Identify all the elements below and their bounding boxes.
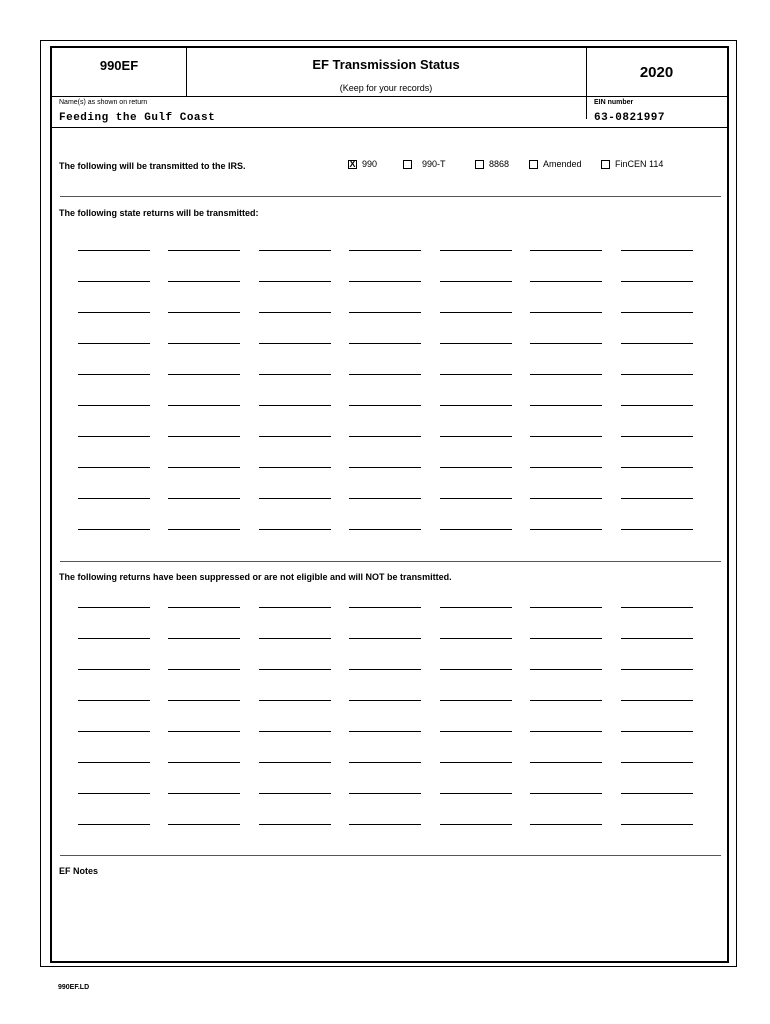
blank-entry-line [530, 607, 602, 608]
form-box [50, 46, 729, 963]
blank-entry-line [259, 498, 331, 499]
blank-entry-line [530, 312, 602, 313]
transmission-label: The following will be transmitted to the IRS. [59, 161, 246, 171]
blank-entry-line [440, 374, 512, 375]
blank-entry-line [621, 638, 693, 639]
blank-entry-line [621, 436, 693, 437]
blank-entry-line [349, 343, 421, 344]
blank-entry-line [621, 281, 693, 282]
blank-entry-line [440, 312, 512, 313]
checkbox-label: FinCEN 114 [615, 159, 664, 169]
blank-entry-line [349, 731, 421, 732]
section-divider [60, 196, 721, 197]
checkbox-990-t[interactable] [403, 159, 446, 169]
blank-entry-line [621, 731, 693, 732]
blank-entry-line [530, 638, 602, 639]
name-row-rule [52, 127, 586, 128]
blank-entry-line [78, 312, 150, 313]
blank-entry-line [530, 731, 602, 732]
blank-entry-line [168, 731, 240, 732]
blank-entry-line [259, 669, 331, 670]
blank-entry-line [349, 762, 421, 763]
blank-entry-line [530, 467, 602, 468]
checkbox-8868[interactable] [475, 159, 509, 169]
blank-entry-line [621, 405, 693, 406]
blank-entry-line [168, 498, 240, 499]
checkbox-label: 990-T [422, 159, 446, 169]
blank-entry-line [259, 343, 331, 344]
blank-entry-line [168, 700, 240, 701]
blank-entry-line [168, 343, 240, 344]
section-divider [60, 855, 721, 856]
checkbox-box[interactable] [529, 160, 538, 169]
blank-entry-line [440, 281, 512, 282]
checkbox-amended[interactable] [529, 159, 582, 169]
tax-year: 2020 [639, 64, 674, 81]
blank-entry-line [168, 793, 240, 794]
blank-entry-line [78, 498, 150, 499]
blank-entry-line [259, 436, 331, 437]
blank-entry-line [168, 824, 240, 825]
blank-entry-line [530, 436, 602, 437]
blank-entry-line [621, 498, 693, 499]
checkbox-box[interactable] [475, 160, 484, 169]
blank-entry-line [349, 700, 421, 701]
blank-entry-line [259, 250, 331, 251]
blank-entry-line [78, 824, 150, 825]
blank-entry-line [440, 250, 512, 251]
blank-entry-line [621, 607, 693, 608]
ein-value: 63-0821997 [594, 112, 666, 124]
blank-entry-line [349, 250, 421, 251]
blank-entry-line [440, 762, 512, 763]
blank-entry-line [259, 405, 331, 406]
blank-entry-line [621, 312, 693, 313]
checkbox-box[interactable] [601, 160, 610, 169]
checkbox-box[interactable] [403, 160, 412, 169]
blank-entry-line [168, 281, 240, 282]
blank-entry-line [78, 436, 150, 437]
blank-entry-line [530, 281, 602, 282]
blank-entry-line [349, 281, 421, 282]
blank-entry-line [259, 824, 331, 825]
blank-entry-line [349, 824, 421, 825]
blank-entry-line [349, 793, 421, 794]
blank-entry-line [530, 498, 602, 499]
blank-entry-line [349, 638, 421, 639]
blank-entry-line [78, 700, 150, 701]
blank-entry-line [440, 607, 512, 608]
checkbox-label: 8868 [489, 159, 510, 169]
form-code-footer: 990EF.LD [58, 984, 90, 991]
checkbox-label: Amended [543, 159, 582, 169]
checkbox-label: 990 [362, 159, 378, 169]
blank-entry-line [168, 607, 240, 608]
blank-entry-line [78, 467, 150, 468]
blank-entry-line [78, 607, 150, 608]
blank-entry-line [78, 731, 150, 732]
blank-entry-line [530, 762, 602, 763]
blank-entry-line [259, 467, 331, 468]
blank-entry-line [440, 669, 512, 670]
blank-entry-line [78, 529, 150, 530]
taxpayer-name-value: Feeding the Gulf Coast [59, 112, 216, 124]
blank-entry-line [78, 669, 150, 670]
blank-entry-line [440, 793, 512, 794]
blank-entry-line [621, 374, 693, 375]
blank-entry-line [349, 467, 421, 468]
blank-entry-line [78, 793, 150, 794]
blank-entry-line [530, 824, 602, 825]
blank-entry-line [168, 405, 240, 406]
checkbox-fincen-114[interactable] [601, 159, 663, 169]
blank-entry-line [349, 374, 421, 375]
form-title: EF Transmission Status [312, 57, 460, 72]
blank-entry-line [621, 793, 693, 794]
blank-entry-line [349, 498, 421, 499]
blank-entry-line [349, 312, 421, 313]
blank-entry-line [530, 669, 602, 670]
blank-entry-line [168, 312, 240, 313]
blank-entry-line [621, 700, 693, 701]
year-divider [586, 48, 587, 119]
blank-entry-line [168, 250, 240, 251]
taxpayer-name-label: Name(s) as shown on return [59, 99, 148, 106]
blank-entry-line [440, 467, 512, 468]
blank-entry-line [349, 529, 421, 530]
blank-entry-line [259, 312, 331, 313]
blank-entry-line [621, 467, 693, 468]
blank-entry-line [440, 343, 512, 344]
blank-entry-line [259, 700, 331, 701]
blank-entry-line [530, 700, 602, 701]
blank-entry-line [259, 607, 331, 608]
blank-entry-line [259, 793, 331, 794]
blank-entry-line [349, 607, 421, 608]
blank-entry-line [168, 467, 240, 468]
blank-entry-line [530, 343, 602, 344]
blank-entry-line [440, 405, 512, 406]
blank-entry-line [78, 374, 150, 375]
blank-entry-line [530, 793, 602, 794]
suppressed-returns-label: The following returns have been suppressed or are not eligible and will NOT be transmitted. [59, 572, 452, 582]
blank-entry-line [78, 405, 150, 406]
blank-entry-line [621, 343, 693, 344]
blank-entry-line [78, 281, 150, 282]
blank-entry-line [530, 529, 602, 530]
ef-notes-label: EF Notes [59, 866, 99, 876]
blank-entry-line [349, 405, 421, 406]
blank-entry-line [168, 638, 240, 639]
blank-entry-line [621, 250, 693, 251]
blank-entry-line [78, 638, 150, 639]
blank-entry-line [530, 374, 602, 375]
blank-entry-line [168, 374, 240, 375]
blank-entry-line [259, 638, 331, 639]
blank-entry-line [440, 824, 512, 825]
checkbox-box[interactable]: X [349, 158, 356, 169]
section-divider [60, 561, 721, 562]
blank-entry-line [168, 762, 240, 763]
blank-entry-line [259, 731, 331, 732]
blank-entry-line [440, 529, 512, 530]
blank-entry-line [78, 250, 150, 251]
blank-entry-line [530, 250, 602, 251]
blank-entry-line [530, 405, 602, 406]
blank-entry-line [621, 762, 693, 763]
checkbox-990[interactable] [348, 159, 377, 169]
ein-label: EIN number [594, 99, 634, 106]
state-returns-label: The following state returns will be transmitted: [59, 208, 259, 218]
blank-entry-line [349, 669, 421, 670]
blank-entry-line [621, 824, 693, 825]
form-subtitle: (Keep for your records) [339, 83, 433, 93]
form-name: 990EF [99, 58, 139, 73]
blank-entry-line [349, 436, 421, 437]
blank-entry-line [440, 731, 512, 732]
blank-entry-line [78, 343, 150, 344]
blank-entry-line [621, 669, 693, 670]
ein-row-rule [586, 127, 727, 128]
blank-entry-line [168, 436, 240, 437]
blank-entry-line [78, 762, 150, 763]
blank-entry-line [440, 700, 512, 701]
blank-entry-line [440, 436, 512, 437]
blank-entry-line [259, 374, 331, 375]
blank-entry-line [259, 281, 331, 282]
blank-entry-line [168, 529, 240, 530]
blank-entry-line [259, 529, 331, 530]
blank-entry-line [440, 638, 512, 639]
blank-entry-line [168, 669, 240, 670]
blank-entry-line [259, 762, 331, 763]
blank-entry-line [440, 498, 512, 499]
blank-entry-line [621, 529, 693, 530]
